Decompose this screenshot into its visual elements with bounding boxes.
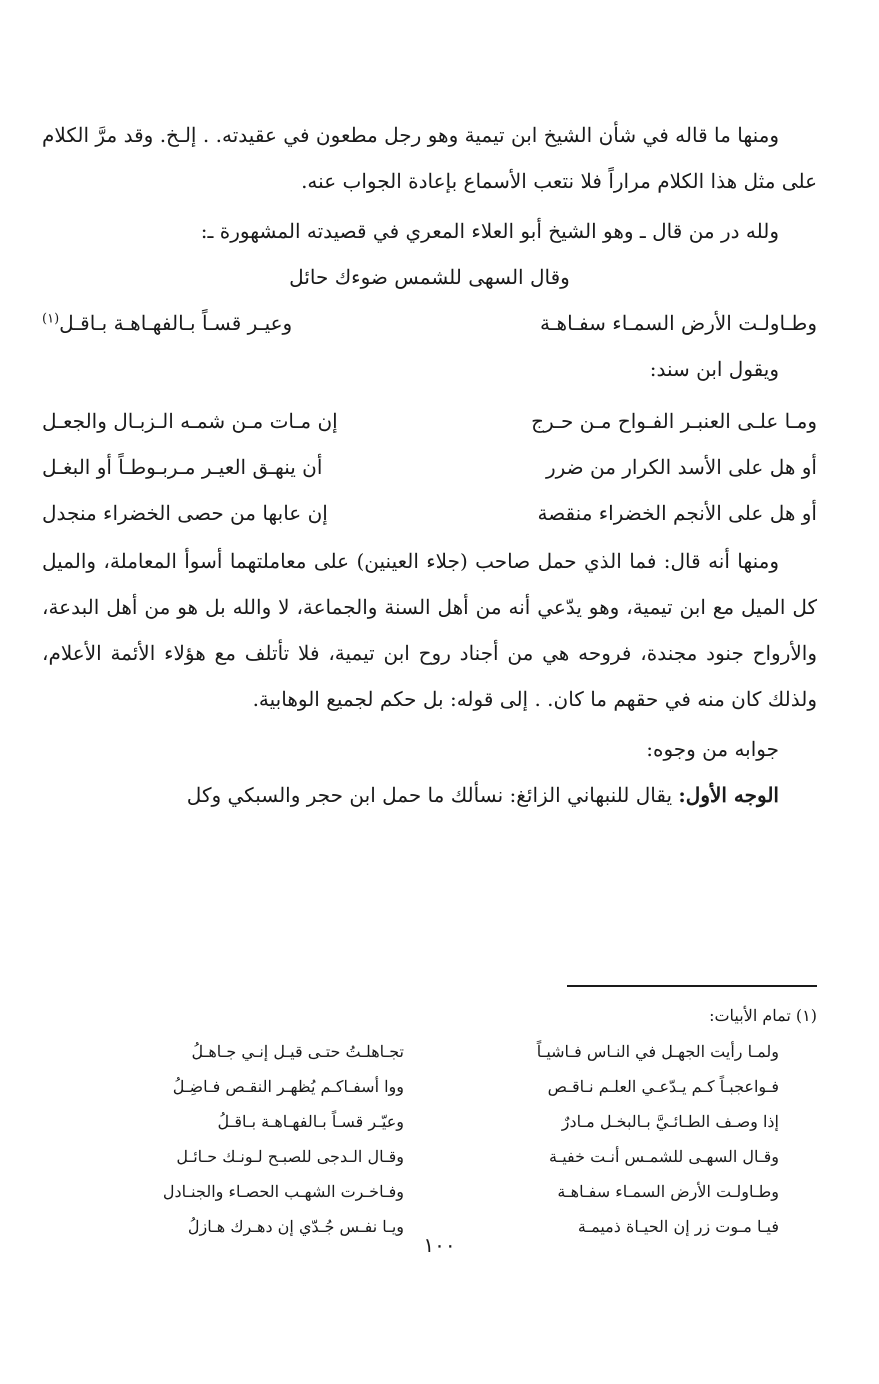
- verse-hemistich-first: فيـا مـوت زر إن الحيـاة ذميمـة: [577, 1217, 779, 1236]
- footnote-marker: (١): [42, 311, 60, 327]
- verse-hemistich-first: ومـا علـى العنبـر الفـواح مـن حـرج: [531, 409, 817, 433]
- verse-maarri: [42, 300, 817, 346]
- verse-hemistich-second: وعيـر قسـاً بـالفهـاهـة بـاقـل$^{(١)}$: [42, 311, 293, 335]
- footnotes: [42, 998, 817, 1244]
- paragraph-ibn-taymiyya: ومنها ما قاله في شأن الشيخ ابن تيمية وهو رجل مطعون في عقيدته. . إلـخ. وقد مرَّ الكلام على مثل هذا الكلام مراراً فلا نتعب الأسماع بإعادة الجواب عنه.: [42, 123, 817, 193]
- verse-hemistich-second: إن عابها من حصى الخضراء منجدل: [42, 501, 328, 525]
- page-number: ١٠٠: [423, 1233, 456, 1257]
- verse-hemistich-second: أن ينهـق العيـر مـربـوطـاً أو البغـل: [42, 455, 323, 479]
- verse-hemistich-first: أو هل على الأسد الكرار من ضرر: [545, 455, 817, 479]
- footnote-verse: [42, 1174, 817, 1209]
- footnote-separator: [567, 985, 817, 987]
- verse-hemistich-second: وعيّـر قسـاً بـالفهـاهـة بـاقـلُ: [217, 1112, 404, 1131]
- verse-hemistich-first: إذا وصـف الطـائـيَّ بـالبخـل مـادرٌ: [561, 1112, 779, 1131]
- poem-verse: [42, 444, 817, 490]
- paragraph-jala-al-aynayn: ومنها أنه قال: فما الذي حمل صاحب (جلاء العينين) على معاملتهما أسوأ المعاملة، والميل كل الميل مع ابن تيمية، وهو يدّعي أنه من أهل السنة والجماعة، لا والله بل هو من أهل البدعة، والأرواح جنود مجندة، فروحه هي من أجناد روح ابن تيمية، فلا تأتلف مع هؤلاء الأئمة الأعلام، ولذلك كان منه في حقهم ما كان. . إلى قوله: بل حكم لجميع الوهابية.: [42, 549, 817, 711]
- paragraph-ibn-sanad-intro: ويقول ابن سند:: [649, 357, 779, 381]
- poem-verse: [42, 490, 817, 536]
- verse-hemistich-first: أو هل على الأنجم الخضراء منقصة: [537, 501, 817, 525]
- verse-hemistich-second: إن مـات مـن شمـه الـزبـال والجعـل: [42, 409, 338, 433]
- verse-hemistich-second: تجـاهلـتُ حتـى قيـل إنـي جـاهـلُ: [191, 1042, 404, 1061]
- paragraph-maarri-intro: ولله در من قال ـ وهو الشيخ أبو العلاء المعري في قصيدته المشهورة ـ:: [200, 219, 779, 243]
- single-verse-line: وقال السهى للشمس ضوءك حائل: [289, 265, 570, 289]
- verse-hemistich-second: وقـال الـدجى للصبـح لـونـك حـائـل: [176, 1147, 404, 1166]
- main-text: [42, 112, 817, 818]
- footnote-verse: [42, 1139, 817, 1174]
- verse-hemistich-first: فـواعجبـاً كـم يـدّعـي العلـم نـاقـص: [547, 1077, 779, 1096]
- ibn-sanad-poem: [42, 398, 817, 536]
- verse-hemistich-first: وطـاولـت الأرض السمـاء سفـاهـة: [557, 1182, 779, 1201]
- footnote-verse: [42, 1034, 817, 1069]
- first-aspect-heading: الوجه الأول:: [678, 783, 779, 807]
- footnote-verse: [42, 1104, 817, 1139]
- first-aspect-text: يقال للنبهاني الزائغ: نسألك ما حمل ابن حجر والسبكي وكل: [186, 783, 673, 807]
- paragraph-first-aspect: [42, 772, 817, 818]
- verse-hemistich-first: ولمـا رأيت الجهـل في النـاس فـاشيـاً: [536, 1042, 779, 1061]
- verse-hemistich-second: ويـا نفـس جُـدّي إن دهـرك هـازلُ: [187, 1217, 404, 1236]
- footnote-title: (١) تمام الأبيات:: [709, 1006, 817, 1025]
- footnote-verse: [42, 1069, 817, 1104]
- verse-hemistich-first: وقـال السهـى للشمـس أنـت خفيـة: [548, 1147, 779, 1166]
- poem-verse: [42, 398, 817, 444]
- paragraph-answer-intro: جوابه من وجوه:: [646, 737, 779, 761]
- verse-hemistich-first: وطـاولـت الأرض السمـاء سفـاهـة: [539, 311, 817, 335]
- verse-hemistich-second: ووا أسفـاكـم يُظهـر النقـص فـاضِـلُ: [172, 1077, 404, 1096]
- verse-hemistich-second: وفـاخـرت الشهـب الحصـاء والجنـادل: [162, 1182, 404, 1201]
